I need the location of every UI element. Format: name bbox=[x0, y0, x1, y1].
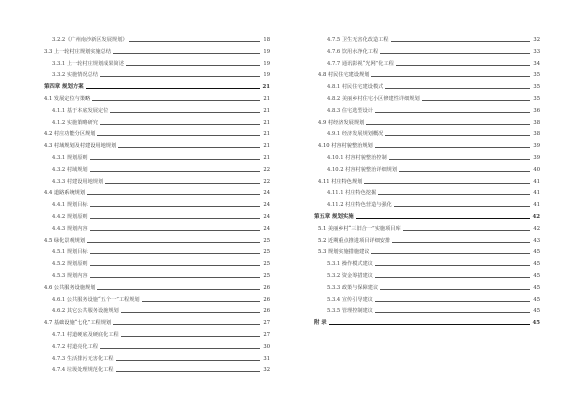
toc-entry-title: 3.3.1 上一轮村庄规划成果简述 bbox=[52, 60, 124, 67]
toc-entry-title: 4.10 村容村貌整治规划 bbox=[318, 143, 373, 150]
toc-section-entry bbox=[318, 221, 540, 232]
toc-entry-title: 附 录 bbox=[314, 320, 327, 327]
toc-entry-title: 4.11.1 村庄特色挖掘 bbox=[327, 190, 377, 197]
toc-leader-line bbox=[90, 265, 260, 266]
toc-leader-line bbox=[371, 253, 530, 254]
toc-leader-line bbox=[366, 124, 530, 125]
toc-section-entry bbox=[318, 67, 540, 78]
toc-page-number: 21 bbox=[263, 131, 270, 138]
toc-leader-line bbox=[90, 218, 260, 219]
toc-leader-line bbox=[129, 41, 260, 42]
toc-entry-title: 3.3 上一轮村庄规划实施总结 bbox=[44, 48, 111, 55]
toc-subsection-entry bbox=[327, 185, 540, 196]
toc-section-entry bbox=[44, 91, 270, 102]
toc-chapter-entry bbox=[44, 79, 270, 90]
toc-page-number: 38 bbox=[533, 119, 540, 126]
toc-page-number: 32 bbox=[263, 367, 270, 374]
toc-page-number: 35 bbox=[533, 96, 540, 102]
toc-section-entry bbox=[44, 138, 270, 149]
toc-page-number: 35 bbox=[533, 84, 540, 91]
toc-subsection-entry bbox=[52, 162, 270, 173]
toc-entry-title: 5.3.3 政策与保障建议 bbox=[327, 284, 379, 291]
toc-leader-line bbox=[375, 265, 530, 266]
toc-leader-line bbox=[142, 301, 260, 302]
toc-entry-title: 4.4.1 规划目标 bbox=[52, 202, 88, 209]
toc-subsection-entry bbox=[327, 126, 540, 137]
toc-page-number: 45 bbox=[533, 249, 540, 256]
toc-leader-line bbox=[121, 336, 260, 337]
toc-page-number: 25 bbox=[263, 273, 270, 279]
toc-page-number: 21 bbox=[263, 96, 270, 102]
toc-page-number: 27 bbox=[263, 332, 270, 338]
toc-leader-line bbox=[329, 324, 530, 325]
toc-entry-title: 4.7.7 通讯影视“光网”化工程 bbox=[327, 60, 394, 67]
toc-subsection-entry bbox=[52, 32, 270, 43]
toc-leader-line bbox=[90, 159, 260, 160]
toc-page-number: 32 bbox=[533, 37, 540, 43]
toc-leader-line bbox=[385, 135, 530, 136]
toc-subsection-entry bbox=[52, 327, 270, 338]
toc-subsection-entry bbox=[52, 174, 270, 185]
toc-leader-line bbox=[113, 324, 260, 325]
toc-section-entry bbox=[318, 174, 540, 185]
toc-page-number: 26 bbox=[263, 284, 270, 291]
toc-leader-line bbox=[110, 112, 260, 113]
toc-page-number: 18 bbox=[263, 37, 270, 43]
toc-entry-title: 4.5.3 规划内容 bbox=[52, 273, 88, 279]
toc-subsection-entry bbox=[52, 56, 270, 67]
toc-page-number: 41 bbox=[533, 202, 540, 209]
toc-page-number: 19 bbox=[263, 48, 270, 55]
toc-entry-title: 3.3.2 实施情况总结 bbox=[52, 72, 98, 79]
toc-leader-line bbox=[113, 53, 260, 54]
toc-entry-title: 4.1.1 基于本底发展定位 bbox=[52, 107, 109, 114]
toc-section-entry bbox=[318, 138, 540, 149]
toc-page-number: 27 bbox=[263, 320, 270, 327]
toc-leader-line bbox=[375, 112, 530, 113]
toc-entry-title: 4.3.1 规划原则 bbox=[52, 155, 88, 161]
toc-section-entry bbox=[44, 126, 270, 137]
toc-subsection-entry bbox=[52, 221, 270, 232]
toc-subsection-entry bbox=[327, 303, 540, 314]
toc-entry-title: 4.6.1 公共服务设施“五个一”工程规划 bbox=[52, 296, 140, 303]
toc-leader-line bbox=[87, 194, 260, 195]
toc-subsection-entry bbox=[52, 209, 270, 220]
toc-page-number: 21 bbox=[263, 143, 270, 150]
toc-entry-title: 4.5 绿化景观规划 bbox=[44, 237, 86, 244]
toc-page-number: 45 bbox=[532, 320, 540, 327]
toc-subsection-entry bbox=[52, 103, 270, 114]
toc-entry-title: 4.3.2 村域规划 bbox=[52, 166, 88, 173]
toc-entry-title: 4.9.1 经济发展规划概况 bbox=[327, 131, 384, 138]
toc-leader-line bbox=[90, 230, 260, 231]
toc-page-number: 36 bbox=[533, 107, 540, 114]
toc-page-number: 33 bbox=[533, 48, 540, 55]
toc-chapter-entry bbox=[314, 315, 540, 326]
toc-leader-line bbox=[375, 312, 530, 313]
toc-subsection-entry bbox=[327, 56, 540, 67]
toc-page-number: 26 bbox=[263, 296, 270, 303]
toc-page-number: 25 bbox=[263, 237, 270, 244]
toc-entry-title: 4.5.1 规划目标 bbox=[52, 249, 88, 256]
toc-page-number: 42 bbox=[533, 225, 540, 232]
toc-section-entry bbox=[44, 280, 270, 291]
toc-leader-line bbox=[396, 65, 530, 66]
toc-entry-title: 5.3.4 宣传引导建议 bbox=[327, 296, 373, 303]
toc-subsection-entry bbox=[52, 351, 270, 362]
toc-entry-title: 4.8 村民住宅建设规划 bbox=[318, 72, 370, 79]
toc-leader-line bbox=[90, 277, 260, 278]
toc-entry-title: 4.10.2 村容村貌整治详细规划 bbox=[327, 166, 398, 173]
toc-leader-line bbox=[100, 76, 260, 77]
toc-entry-title: 4.4.2 规划原则 bbox=[52, 214, 88, 220]
toc-leader-line bbox=[105, 183, 260, 184]
toc-entry-title: 4.6 公共服务设施规划 bbox=[44, 284, 96, 291]
toc-section-entry bbox=[44, 185, 270, 196]
toc-page-number: 43 bbox=[533, 237, 540, 244]
toc-page-number: 19 bbox=[263, 60, 270, 67]
toc-page-number: 24 bbox=[263, 190, 270, 197]
toc-leader-line bbox=[375, 147, 530, 148]
toc-leader-line bbox=[364, 183, 530, 184]
toc-subsection-entry bbox=[327, 32, 540, 43]
toc-page-number: 25 bbox=[263, 261, 270, 268]
toc-leader-line bbox=[97, 289, 260, 290]
toc-leader-line bbox=[422, 100, 530, 101]
toc-subsection-entry bbox=[52, 244, 270, 255]
toc-leader-line bbox=[378, 194, 530, 195]
toc-page-number: 35 bbox=[533, 72, 540, 79]
toc-entry-title: 4.7.3 生活排污无害化工程 bbox=[52, 355, 114, 362]
toc-leader-line bbox=[92, 100, 260, 101]
toc-leader-line bbox=[399, 171, 530, 172]
toc-entry-title: 4.2 村庄功能分区规划 bbox=[44, 131, 96, 138]
toc-entry-title: 3.2.2《广州南沙新区发展规划》 bbox=[52, 37, 128, 43]
toc-section-entry bbox=[318, 244, 540, 255]
toc-section-entry bbox=[44, 315, 270, 326]
toc-subsection-entry bbox=[327, 103, 540, 114]
toc-subsection-entry bbox=[327, 79, 540, 90]
toc-entry-title: 4.11 村庄特色规划 bbox=[318, 178, 363, 185]
toc-subsection-entry bbox=[52, 339, 270, 350]
toc-page-number: 19 bbox=[263, 72, 270, 79]
toc-entry-title: 4.5.2 规划原则 bbox=[52, 261, 88, 268]
toc-leader-line bbox=[375, 301, 530, 302]
toc-leader-line bbox=[356, 218, 530, 219]
toc-section-entry bbox=[44, 233, 270, 244]
toc-page-number: 45 bbox=[533, 261, 540, 268]
toc-leader-line bbox=[371, 76, 530, 77]
toc-page-number: 21 bbox=[263, 107, 270, 114]
toc-entry-title: 4.8.1 村民住宅建设模式 bbox=[327, 84, 384, 91]
toc-page-number: 22 bbox=[263, 178, 270, 185]
toc-subsection-entry bbox=[52, 67, 270, 78]
toc-entry-title: 4.6.2 其它公共服务设施规划 bbox=[52, 308, 119, 315]
toc-leader-line bbox=[116, 371, 260, 372]
toc-page-number: 22 bbox=[263, 166, 270, 173]
toc-page-number: 30 bbox=[263, 343, 270, 350]
toc-page-number: 21 bbox=[263, 119, 270, 126]
toc-subsection-entry bbox=[52, 197, 270, 208]
toc-entry-title: 5.3.1 操作模式建议 bbox=[327, 261, 373, 268]
toc-subsection-entry bbox=[52, 256, 270, 267]
toc-entry-title: 4.9 村经济发展规划 bbox=[318, 119, 365, 126]
toc-entry-title: 4.3 村域规划及村建设用地规划 bbox=[44, 143, 117, 150]
toc-subsection-entry bbox=[327, 44, 540, 55]
toc-leader-line bbox=[116, 360, 260, 361]
toc-entry-title: 4.7.2 村道亮化工程 bbox=[52, 343, 98, 350]
toc-entry-title: 5.3.2 资金筹措建议 bbox=[327, 273, 373, 279]
toc-entry-title: 5.3.5 管理控制建议 bbox=[327, 308, 373, 315]
toc-page-number: 45 bbox=[533, 273, 540, 279]
toc-leader-line bbox=[385, 88, 530, 89]
toc-page-number: 21 bbox=[262, 84, 270, 91]
toc-leader-line bbox=[380, 53, 530, 54]
toc-subsection-entry bbox=[327, 197, 540, 208]
toc-page-number: 34 bbox=[533, 60, 540, 67]
toc-entry-title: 4.4 道路系统规划 bbox=[44, 190, 86, 197]
toc-entry-title: 4.11.2 村庄特色营造与强化 bbox=[327, 202, 392, 209]
toc-leader-line bbox=[394, 206, 530, 207]
toc-subsection-entry bbox=[52, 150, 270, 161]
toc-page-number: 24 bbox=[263, 225, 270, 232]
toc-page-number: 42 bbox=[532, 214, 540, 220]
toc-subsection-entry bbox=[327, 256, 540, 267]
toc-subsection-entry bbox=[52, 115, 270, 126]
toc-leader-line bbox=[90, 171, 260, 172]
toc-subsection-entry bbox=[327, 162, 540, 173]
toc-entry-title: 4.3.3 村建设用地规划 bbox=[52, 178, 104, 185]
toc-subsection-entry bbox=[327, 280, 540, 291]
toc-leader-line bbox=[86, 88, 260, 89]
toc-entry-title: 4.10.1 村容村貌整治控制 bbox=[327, 155, 387, 161]
toc-entry-title: 4.7.5 卫生无害化改造工程 bbox=[327, 37, 389, 43]
toc-leader-line bbox=[97, 135, 260, 136]
toc-leader-line bbox=[375, 277, 530, 278]
toc-leader-line bbox=[389, 159, 530, 160]
toc-entry-title: 5.3 规划实施措施建议 bbox=[318, 249, 370, 256]
toc-page-number: 24 bbox=[263, 214, 270, 220]
toc-leader-line bbox=[90, 253, 260, 254]
toc-entry-title: 第五章 规划实施 bbox=[314, 214, 354, 220]
toc-subsection-entry bbox=[52, 268, 270, 279]
toc-page-number: 45 bbox=[533, 296, 540, 303]
toc-subsection-entry bbox=[327, 292, 540, 303]
toc-page-number: 39 bbox=[533, 155, 540, 161]
toc-entry-title: 4.1 发展定位与策略 bbox=[44, 96, 91, 102]
toc-subsection-entry bbox=[52, 292, 270, 303]
toc-leader-line bbox=[380, 289, 530, 290]
toc-section-entry bbox=[44, 44, 270, 55]
toc-page-number: 26 bbox=[263, 308, 270, 315]
toc-entry-title: 4.7.6 饮用水净化工程 bbox=[327, 48, 379, 55]
toc-leader-line bbox=[403, 230, 530, 231]
toc-chapter-entry bbox=[314, 209, 540, 220]
toc-leader-line bbox=[392, 242, 530, 243]
toc-leader-line bbox=[100, 124, 260, 125]
toc-leader-line bbox=[87, 242, 260, 243]
toc-page-number: 31 bbox=[263, 355, 270, 362]
toc-leader-line bbox=[121, 312, 260, 313]
toc-page-number: 41 bbox=[533, 178, 540, 185]
toc-entry-title: 5.2 近期重点推进项目详细安排 bbox=[318, 237, 391, 244]
toc-entry-title: 4.7.4 垃圾处理规范化工程 bbox=[52, 367, 114, 374]
toc-page-number: 45 bbox=[533, 284, 540, 291]
toc-page-number: 39 bbox=[533, 143, 540, 150]
toc-leader-line bbox=[90, 206, 260, 207]
toc-subsection-entry bbox=[327, 268, 540, 279]
toc-entry-title: 4.8.3 住宅选型设计 bbox=[327, 107, 373, 114]
toc-subsection-entry bbox=[327, 150, 540, 161]
toc-subsection-entry bbox=[52, 303, 270, 314]
toc-page-number: 38 bbox=[533, 131, 540, 138]
toc-page-number: 45 bbox=[533, 308, 540, 315]
toc-entry-title: 5.1 美丽乡村“三旧合一”实施项目库 bbox=[318, 225, 401, 232]
toc-page-number: 40 bbox=[533, 166, 540, 173]
toc-section-entry bbox=[318, 115, 540, 126]
toc-page-number: 21 bbox=[263, 155, 270, 161]
toc-page-number: 25 bbox=[263, 249, 270, 256]
toc-subsection-entry bbox=[327, 91, 540, 102]
toc-entry-title: 第四章 规划方案 bbox=[44, 84, 84, 91]
toc-entry-title: 4.1.2 实施策略研究 bbox=[52, 119, 98, 126]
toc-entry-title: 4.8.2 美丽乡村住宅小区修建性详细规划 bbox=[327, 96, 420, 102]
toc-entry-title: 4.7 基础设施“七化”工程规划 bbox=[44, 320, 112, 327]
toc-leader-line bbox=[118, 147, 260, 148]
toc-section-entry bbox=[318, 233, 540, 244]
toc-entry-title: 4.4.3 规划内容 bbox=[52, 225, 88, 232]
toc-leader-line bbox=[391, 41, 530, 42]
toc-leader-line bbox=[126, 65, 260, 66]
toc-page-number: 41 bbox=[533, 190, 540, 197]
toc-entry-title: 4.7.1 村道硬底及硬底化工程 bbox=[52, 332, 119, 338]
toc-page-number: 24 bbox=[263, 202, 270, 209]
toc-subsection-entry bbox=[52, 362, 270, 373]
toc-leader-line bbox=[100, 348, 260, 349]
